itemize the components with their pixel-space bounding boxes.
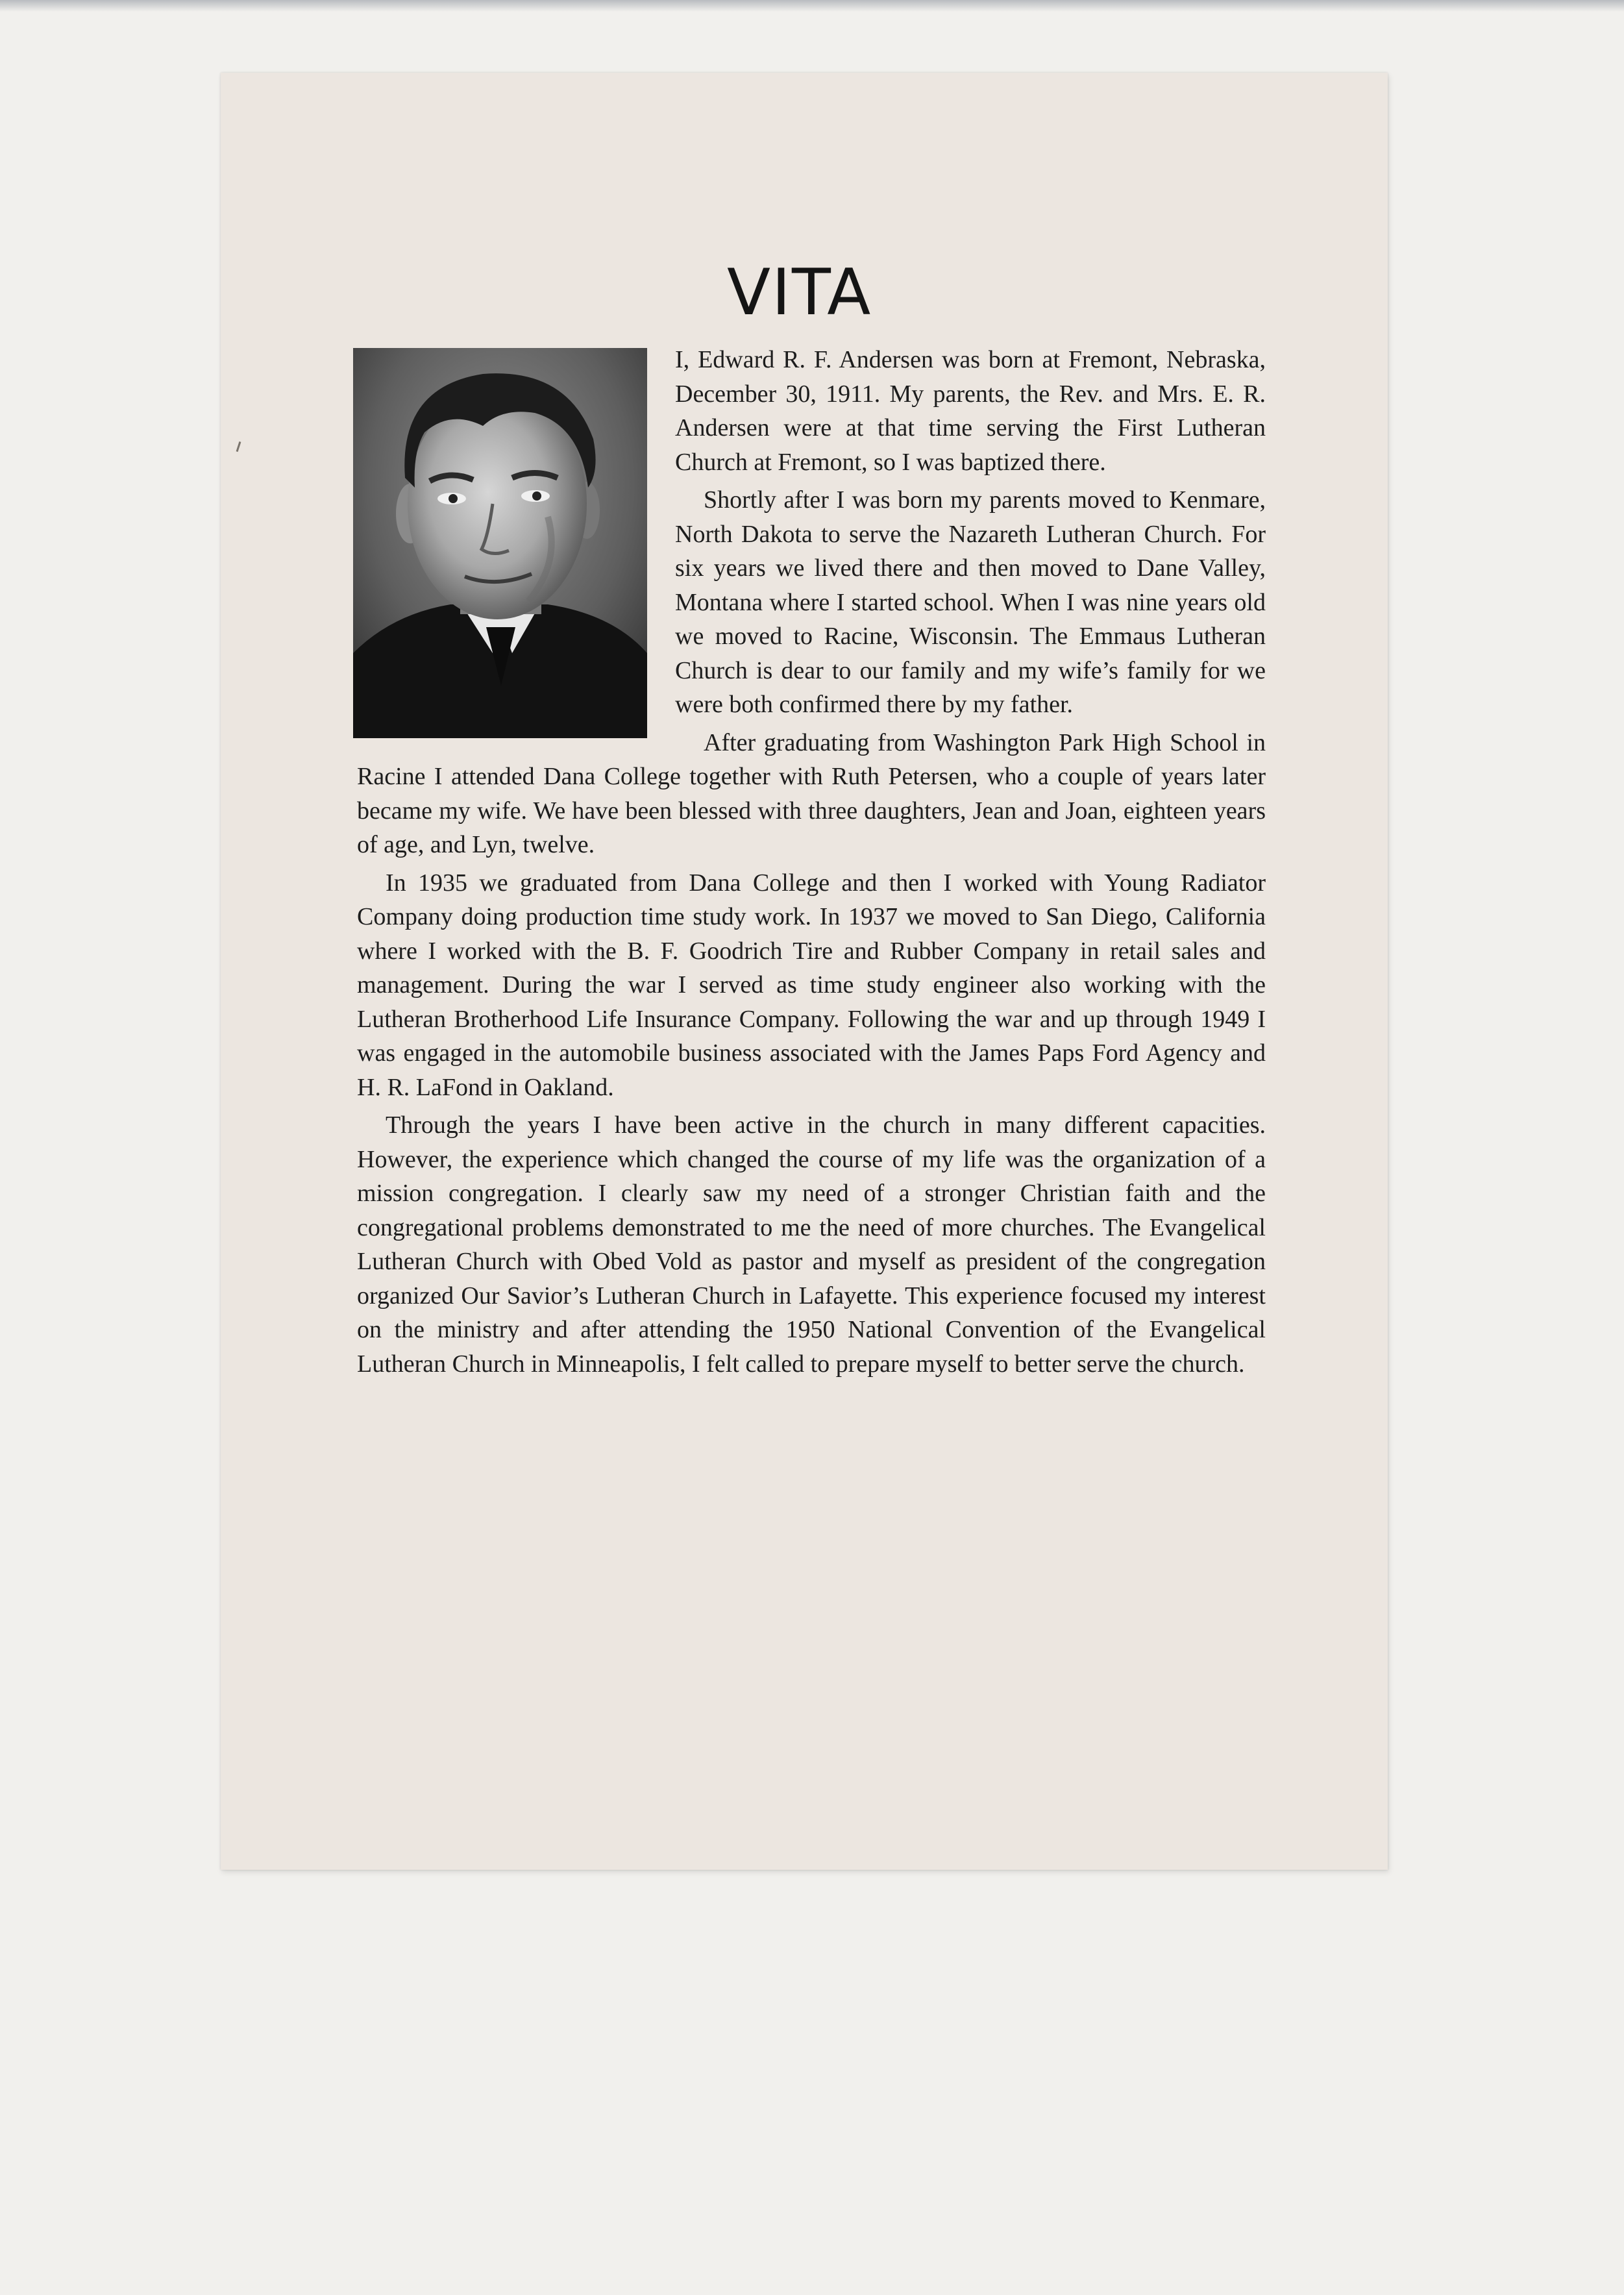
paragraph-birth: I, Edward R. F. Andersen was born at Fremont, Nebraska, December 30, 1911. My parents, the Rev. and Mrs. E. R. Andersen were at that time serving the First Lutheran Church at Fremont, so I was baptized there. xyxy=(675,346,1266,476)
photo-wrap-space xyxy=(357,343,675,744)
pencil-mark xyxy=(236,441,241,452)
paragraph-education: After graduating from Washington Park High School in Racine I attended Dana College together with Ruth Petersen, who a couple of years later became my wife. We have been blessed with three daughters, Jean and Joan, eighteen years of age, and Lyn, twelve. xyxy=(357,728,1266,858)
paragraph-childhood: Shortly after I was born my parents moved to Kenmare, North Dakota to serve the Nazareth Lutheran Church. For six years we lived there and then moved to Dane Valley, Montana where I started school. When I was nine years old we moved to Racine, Wisconsin. The Emmaus Lutheran Church is dear to our family and my wife’s family for we were both confirmed there by my father. xyxy=(675,486,1266,718)
document-title: VITA xyxy=(727,256,872,330)
scanner-edge-shadow xyxy=(0,0,1624,12)
paragraph-calling: Through the years I have been active in the church in many different capacities. However, the experience which changed the course of my life was the organization of a mission congregation. I clearly saw my need of a stronger Christian faith and the congregational problems demonstrated to me the need of more churches. The Evangelical Lutheran Church with Obed Vold as pastor and myself as president of the congregation organized Our Savior’s Lutheran Church in Lafayette. This experience focused my interest on the ministry and after attending the 1950 National Convention of the Evangelical Lutheran Church in Minneapolis, I felt called to prepare myself to better serve the church. xyxy=(357,1111,1266,1378)
paragraph-career: In 1935 we graduated from Dana College and then I worked with Young Radiator Company doing production time study work. In 1937 we moved to San Diego, California where I worked with the B. F. Goodrich Tire and Rubber Company in retail sales and management. During the war I served as time study engineer also working with the Lutheran Brotherhood Life Insurance Company. Following the war and up through 1949 I was engaged in the automobile business associated with the James Paps Ford Agency and H. R. LaFond in Oakland. xyxy=(357,869,1266,1101)
document-page xyxy=(221,73,1388,1870)
body-text xyxy=(357,343,1266,1385)
